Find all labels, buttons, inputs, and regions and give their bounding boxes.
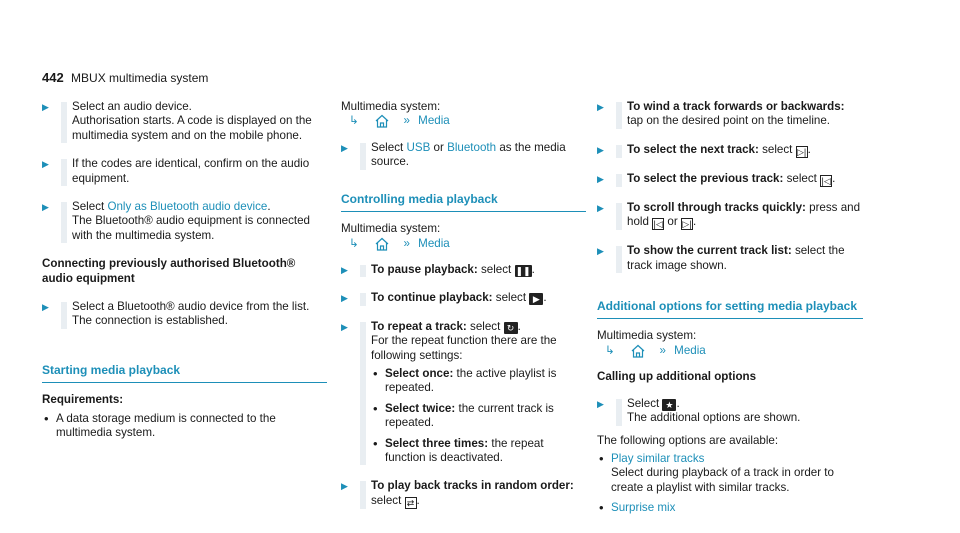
step-arrow-icon <box>42 100 52 110</box>
page-running-title: MBUX multimedia system <box>71 71 209 85</box>
step-bar <box>616 102 622 129</box>
step-select: select <box>762 142 793 156</box>
step-arrow-icon <box>42 157 52 167</box>
step-arrow-icon <box>341 141 351 151</box>
step-text: If the codes are identical, confirm on the audio equipment. <box>72 157 310 185</box>
step-label: To scroll through tracks quickly: <box>627 200 806 214</box>
list-item <box>371 437 586 466</box>
step-text <box>371 141 586 170</box>
home-icon[interactable] <box>374 114 390 128</box>
step-bar <box>360 322 366 466</box>
home-icon[interactable] <box>374 237 390 251</box>
option-text: the repeat function is deactivated. <box>385 436 544 465</box>
page-header <box>42 71 208 85</box>
options-list <box>597 452 863 516</box>
step-text: To select the previous track: select |◁. <box>627 171 836 186</box>
home-icon[interactable] <box>630 344 646 358</box>
step-text: To pause playback: select ❚❚. <box>371 262 535 276</box>
step-select: select <box>495 291 527 305</box>
path-hook-icon: ↳ <box>605 343 615 357</box>
list-item <box>371 402 586 431</box>
path-media[interactable]: Media <box>418 114 450 128</box>
path-hook-icon: ↳ <box>349 114 359 128</box>
step-select: select <box>480 262 512 276</box>
step-select-audio-device <box>42 100 327 143</box>
step-bar <box>360 293 366 305</box>
step-pause <box>341 263 586 277</box>
double-chevron-icon: » <box>403 114 410 128</box>
star-icon[interactable]: ★ <box>662 399 676 411</box>
skip-next-icon[interactable]: ▷| <box>797 146 807 157</box>
step-next <box>597 143 863 158</box>
step-show-list <box>597 244 863 273</box>
step-arrow-icon <box>597 143 607 153</box>
option-play-similar[interactable]: Play similar tracks <box>611 451 705 465</box>
step-bar <box>360 265 366 277</box>
step-body: tap on the desired point on the timeline. <box>627 114 831 128</box>
option-label: Select twice: <box>385 401 456 415</box>
path-media[interactable]: Media <box>418 236 450 250</box>
step-result: The additional options are shown. <box>627 411 801 425</box>
repeat-options-list <box>371 367 586 465</box>
step-arrow-icon <box>341 320 351 330</box>
step-arrow-icon <box>597 100 607 110</box>
step-text: Select a Bluetooth® audio device from the list. <box>72 300 310 314</box>
step-label: To continue playback: <box>371 291 493 305</box>
path-hook-icon: ↳ <box>349 236 359 250</box>
step-body: select the track image shown. <box>627 244 845 272</box>
column-1 <box>42 100 327 447</box>
step-result: For the repeat function there are the following settings: <box>371 334 557 362</box>
step-select-star <box>597 397 863 426</box>
step-arrow-icon <box>597 244 607 254</box>
step-select: select <box>786 171 817 185</box>
link-only-bluetooth[interactable]: Only as Bluetooth audio device <box>107 200 268 214</box>
option-text: the active playlist is repeated. <box>385 367 557 395</box>
options-intro: The following options are available: <box>597 433 779 447</box>
repeat-icon[interactable]: ↻ <box>504 322 518 334</box>
step-body: press and hold <box>627 200 861 229</box>
shuffle-icon[interactable]: ⇄ <box>405 497 417 509</box>
step-only-bluetooth <box>42 200 327 243</box>
step-previous <box>597 172 863 187</box>
skip-next-icon[interactable]: ▷| <box>682 219 692 230</box>
step-text <box>627 100 863 129</box>
step-text: To continue playback: select ▶ . <box>371 291 547 305</box>
step-result: The Bluetooth® audio equipment is connected with the multimedia system. <box>72 214 311 242</box>
step-arrow-icon <box>597 172 607 182</box>
step-suffix: . <box>267 200 271 214</box>
step-result: The connection is established. <box>72 314 228 328</box>
connecting-heading: Connecting previously authorised Bluetooth® audio equipment <box>42 257 296 285</box>
step-arrow-icon <box>597 201 607 211</box>
step-bar <box>616 399 622 426</box>
step-text: To select the next track: select ▷|. <box>627 142 811 157</box>
step-bar <box>61 202 67 243</box>
step-prefix: Select <box>371 140 404 154</box>
requirements-list <box>42 412 327 441</box>
menu-path-label: Multimedia system: <box>597 329 697 343</box>
step-or: or <box>667 215 678 229</box>
step-label: To show the current track list: <box>627 244 792 258</box>
pause-icon[interactable]: ❚❚ <box>515 265 531 276</box>
step-prefix: Select <box>627 396 660 410</box>
menu-path <box>341 237 586 251</box>
double-chevron-icon: » <box>403 236 410 250</box>
option-label: Select once: <box>385 367 454 380</box>
step-continue <box>341 291 586 305</box>
menu-path <box>597 344 863 358</box>
step-bar <box>616 145 622 158</box>
section-title-additional: Additional options for setting media playback <box>597 299 863 319</box>
list-item <box>597 452 863 495</box>
step-confirm-codes <box>42 157 327 186</box>
calling-heading: Calling up additional options <box>597 370 757 384</box>
skip-previous-icon[interactable]: |◁ <box>653 219 663 230</box>
step-bar <box>616 174 622 187</box>
step-result: Authorisation starts. A code is displayed on the multimedia system and on the mobile phone. <box>72 114 312 142</box>
step-bar <box>360 481 366 508</box>
step-label: To play back tracks in random order: <box>371 479 574 493</box>
step-text <box>72 200 327 214</box>
play-icon[interactable]: ▶ <box>529 293 543 305</box>
source-usb[interactable]: USB <box>406 140 431 154</box>
step-text: Select ★ . <box>627 396 680 410</box>
option-surprise-mix[interactable]: Surprise mix <box>611 501 676 515</box>
step-label: To repeat a track: <box>371 319 467 333</box>
list-item: • A data storage medium is connected to the multimedia system. <box>42 412 327 441</box>
page-number: 442 <box>42 70 64 85</box>
step-select: select <box>371 493 402 507</box>
menu-path <box>341 114 586 128</box>
step-arrow-icon <box>597 397 607 407</box>
option-text: the current track is repeated. <box>385 401 554 430</box>
requirements-label: Requirements: <box>42 393 124 407</box>
option-body: Select during playback of a track in order to create a playlist with similar tracks. <box>611 466 834 494</box>
section-title-starting: Starting media playback <box>42 363 327 383</box>
step-arrow-icon <box>42 300 52 310</box>
double-chevron-icon: » <box>659 343 666 357</box>
step-arrow-icon <box>341 291 351 301</box>
step-bar <box>360 143 366 170</box>
list-item <box>597 501 863 515</box>
step-text: To repeat a track: select ↻ . <box>371 319 521 333</box>
step-repeat <box>341 320 586 466</box>
step-bar <box>616 203 622 230</box>
menu-path-label: Multimedia system: <box>341 222 441 236</box>
step-prefix: Select <box>72 200 105 214</box>
step-text <box>627 244 863 273</box>
step-bar <box>61 102 67 143</box>
step-label: To pause playback: <box>371 262 478 276</box>
step-arrow-icon <box>42 200 52 210</box>
step-suffix: as the media source. <box>371 140 566 169</box>
option-label: Select three times: <box>385 436 489 450</box>
section-title-controlling: Controlling media playback <box>341 192 586 212</box>
step-select-source <box>341 141 586 170</box>
menu-path-label: Multimedia system: <box>341 100 441 113</box>
step-label: To select the previous track: <box>627 171 784 185</box>
step-scroll <box>597 201 863 230</box>
source-bluetooth[interactable]: Bluetooth <box>447 140 497 154</box>
step-text: Select an audio device. <box>72 100 192 113</box>
step-label: To select the next track: <box>627 142 759 156</box>
step-wind <box>597 100 863 129</box>
column-3 <box>597 100 863 522</box>
step-arrow-icon <box>341 263 351 273</box>
step-or: or <box>433 140 444 154</box>
step-bar <box>616 246 622 273</box>
step-bar <box>61 302 67 329</box>
step-text: To play back tracks in random order: select ⇄ . <box>371 479 574 508</box>
step-arrow-icon <box>341 479 351 489</box>
step-label: To wind a track forwards or backwards: <box>627 100 845 113</box>
list-item <box>371 367 586 396</box>
column-2 <box>341 100 586 523</box>
skip-previous-icon[interactable]: |◁ <box>821 175 831 186</box>
step-select-device-list <box>42 300 327 329</box>
step-bar <box>61 159 67 186</box>
path-media[interactable]: Media <box>674 343 706 357</box>
step-select: select <box>470 319 501 333</box>
step-random <box>341 479 586 508</box>
step-text: To scroll through tracks quickly: press and hold |◁ or ▷|. <box>627 200 861 230</box>
